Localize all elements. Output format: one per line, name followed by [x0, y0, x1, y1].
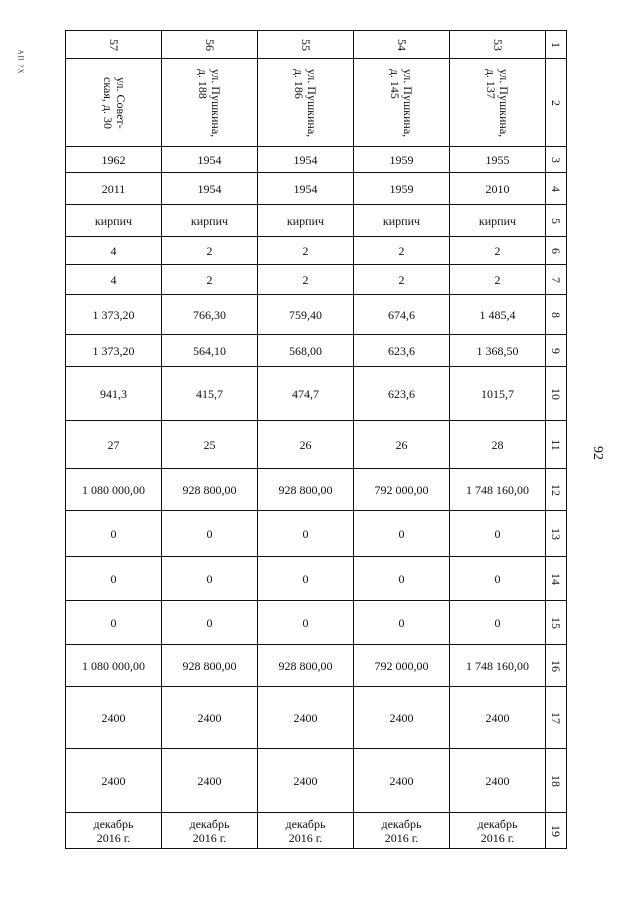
cell-c14: 0	[258, 557, 354, 601]
column-number: 4	[549, 185, 563, 192]
column-number-cell	[546, 295, 567, 335]
cell-c13: 0	[450, 511, 546, 557]
cell-text: 54	[394, 38, 409, 51]
cell-entrances: 4	[66, 265, 162, 295]
cell-c18: 2400	[258, 749, 354, 813]
column-number: 10	[549, 387, 563, 400]
building-registry-table	[65, 30, 567, 849]
column-number-cell	[546, 367, 567, 421]
cell-c13: 0	[162, 511, 258, 557]
cell-c13: 0	[66, 511, 162, 557]
cell-entrances: 2	[354, 265, 450, 295]
table-row	[66, 335, 567, 367]
table-row	[66, 511, 567, 557]
page-number: 92	[590, 446, 605, 460]
column-number-cell	[546, 749, 567, 813]
column-number: 6	[549, 247, 563, 254]
column-number-cell	[546, 59, 567, 147]
cell-c17: 2400	[354, 687, 450, 749]
table-row	[66, 265, 567, 295]
cell-year-overhaul: 2010	[450, 173, 546, 205]
cell-c16: 792 000,00	[354, 645, 450, 687]
cell-year-built: 1955	[450, 147, 546, 173]
table-row	[66, 421, 567, 469]
column-number-cell	[546, 265, 567, 295]
cell-c18: 2400	[162, 749, 258, 813]
column-number: 19	[549, 824, 563, 837]
column-number-cell	[546, 31, 567, 59]
cell-private-area: 623,6	[354, 367, 450, 421]
cell-c15: 0	[162, 601, 258, 645]
table-row	[66, 173, 567, 205]
column-number: 7	[549, 276, 563, 283]
column-number-cell	[546, 601, 567, 645]
cell-address	[450, 59, 546, 147]
cell-cost-total: 1 080 000,00	[66, 469, 162, 511]
column-number: 18	[549, 774, 563, 787]
column-number: 13	[549, 527, 563, 540]
cell-c17: 2400	[162, 687, 258, 749]
cell-c14: 0	[450, 557, 546, 601]
column-number: 9	[549, 347, 563, 354]
cell-text: ул. Пушкина, д. 188	[196, 68, 224, 137]
cell-material: кирпич	[354, 205, 450, 237]
cell-year-overhaul: 1954	[258, 173, 354, 205]
cell-total-area: 674,6	[354, 295, 450, 335]
column-number-cell	[546, 687, 567, 749]
cell-floors: 2	[162, 237, 258, 265]
cell-year-overhaul: 2011	[66, 173, 162, 205]
table-row	[66, 147, 567, 173]
cell-year-built: 1959	[354, 147, 450, 173]
column-number-cell	[546, 335, 567, 367]
cell-c17: 2400	[66, 687, 162, 749]
cell-cost-total: 928 800,00	[258, 469, 354, 511]
cell-num	[450, 31, 546, 59]
cell-text: ул. Пушкина, д. 186	[292, 68, 320, 137]
column-number: 12	[549, 483, 563, 496]
cell-living-area: 564,10	[162, 335, 258, 367]
cell-c13: 0	[258, 511, 354, 557]
cell-floors: 2	[450, 237, 546, 265]
cell-living-area: 1 368,50	[450, 335, 546, 367]
cell-cost-total: 792 000,00	[354, 469, 450, 511]
cell-residents: 27	[66, 421, 162, 469]
cell-entrances: 2	[450, 265, 546, 295]
cell-text: ул. Совет- ская, д. 30	[100, 76, 128, 129]
cell-c17: 2400	[450, 687, 546, 749]
column-number-cell	[546, 511, 567, 557]
cell-total-area: 766,30	[162, 295, 258, 335]
cell-deadline: декабрь 2016 г.	[450, 813, 546, 849]
cell-text: 56	[202, 38, 217, 51]
table-row	[66, 813, 567, 849]
cell-address	[354, 59, 450, 147]
cell-c13: 0	[354, 511, 450, 557]
cell-year-built: 1954	[258, 147, 354, 173]
cell-living-area: 623,6	[354, 335, 450, 367]
side-mark: АП ?Х	[16, 49, 25, 75]
cell-private-area: 941,3	[66, 367, 162, 421]
column-number-cell	[546, 557, 567, 601]
cell-address	[66, 59, 162, 147]
cell-private-area: 1015,7	[450, 367, 546, 421]
cell-address	[258, 59, 354, 147]
cell-c16: 1 080 000,00	[66, 645, 162, 687]
cell-num	[66, 31, 162, 59]
cell-deadline: декабрь 2016 г.	[258, 813, 354, 849]
table-row	[66, 749, 567, 813]
column-number: 15	[549, 616, 563, 629]
cell-c17: 2400	[258, 687, 354, 749]
cell-c14: 0	[354, 557, 450, 601]
table-row	[66, 469, 567, 511]
cell-num	[258, 31, 354, 59]
cell-cost-total: 928 800,00	[162, 469, 258, 511]
cell-living-area: 1 373,20	[66, 335, 162, 367]
column-number-cell	[546, 421, 567, 469]
cell-private-area: 474,7	[258, 367, 354, 421]
table-row	[66, 367, 567, 421]
cell-num	[354, 31, 450, 59]
cell-material: кирпич	[258, 205, 354, 237]
cell-c14: 0	[66, 557, 162, 601]
cell-material: кирпич	[66, 205, 162, 237]
cell-c16: 928 800,00	[162, 645, 258, 687]
cell-c15: 0	[258, 601, 354, 645]
column-number: 3	[549, 156, 563, 163]
cell-residents: 28	[450, 421, 546, 469]
table-row	[66, 645, 567, 687]
cell-entrances: 2	[162, 265, 258, 295]
column-number: 8	[549, 311, 563, 318]
column-number: 17	[549, 711, 563, 724]
cell-entrances: 2	[258, 265, 354, 295]
cell-num	[162, 31, 258, 59]
column-number: 14	[549, 572, 563, 585]
column-number-cell	[546, 147, 567, 173]
column-number: 5	[549, 217, 563, 224]
column-number: 16	[549, 659, 563, 672]
column-number-cell	[546, 813, 567, 849]
cell-total-area: 1 373,20	[66, 295, 162, 335]
column-number-cell	[546, 469, 567, 511]
cell-year-overhaul: 1954	[162, 173, 258, 205]
column-number-cell	[546, 645, 567, 687]
cell-year-overhaul: 1959	[354, 173, 450, 205]
cell-c16: 1 748 160,00	[450, 645, 546, 687]
cell-living-area: 568,00	[258, 335, 354, 367]
cell-c16: 928 800,00	[258, 645, 354, 687]
table-row	[66, 237, 567, 265]
column-number-cell	[546, 237, 567, 265]
cell-address	[162, 59, 258, 147]
cell-c18: 2400	[354, 749, 450, 813]
cell-text: ул. Пушкина, д. 137	[484, 68, 512, 137]
table-row	[66, 205, 567, 237]
column-number: 11	[549, 438, 563, 451]
cell-floors: 2	[354, 237, 450, 265]
cell-text: 57	[106, 38, 121, 51]
cell-c18: 2400	[66, 749, 162, 813]
column-number: 1	[549, 41, 563, 48]
cell-deadline: декабрь 2016 г.	[66, 813, 162, 849]
cell-material: кирпич	[162, 205, 258, 237]
cell-text: 55	[298, 38, 313, 51]
table-row	[66, 31, 567, 59]
cell-text: ул. Пушкина, д. 145	[388, 68, 416, 137]
cell-deadline: декабрь 2016 г.	[162, 813, 258, 849]
cell-c14: 0	[162, 557, 258, 601]
table-row	[66, 687, 567, 749]
cell-material: кирпич	[450, 205, 546, 237]
table-row	[66, 59, 567, 147]
cell-residents: 26	[354, 421, 450, 469]
table-row	[66, 601, 567, 645]
cell-cost-total: 1 748 160,00	[450, 469, 546, 511]
cell-deadline: декабрь 2016 г.	[354, 813, 450, 849]
table-row	[66, 295, 567, 335]
cell-text: 53	[490, 38, 505, 51]
cell-floors: 4	[66, 237, 162, 265]
cell-private-area: 415,7	[162, 367, 258, 421]
cell-total-area: 759,40	[258, 295, 354, 335]
cell-residents: 25	[162, 421, 258, 469]
column-number-cell	[546, 205, 567, 237]
column-number: 2	[549, 99, 563, 106]
cell-year-built: 1954	[162, 147, 258, 173]
cell-c15: 0	[354, 601, 450, 645]
cell-year-built: 1962	[66, 147, 162, 173]
cell-c15: 0	[450, 601, 546, 645]
cell-c15: 0	[66, 601, 162, 645]
column-number-cell	[546, 173, 567, 205]
cell-residents: 26	[258, 421, 354, 469]
cell-floors: 2	[258, 237, 354, 265]
table-row	[66, 557, 567, 601]
cell-c18: 2400	[450, 749, 546, 813]
cell-total-area: 1 485,4	[450, 295, 546, 335]
